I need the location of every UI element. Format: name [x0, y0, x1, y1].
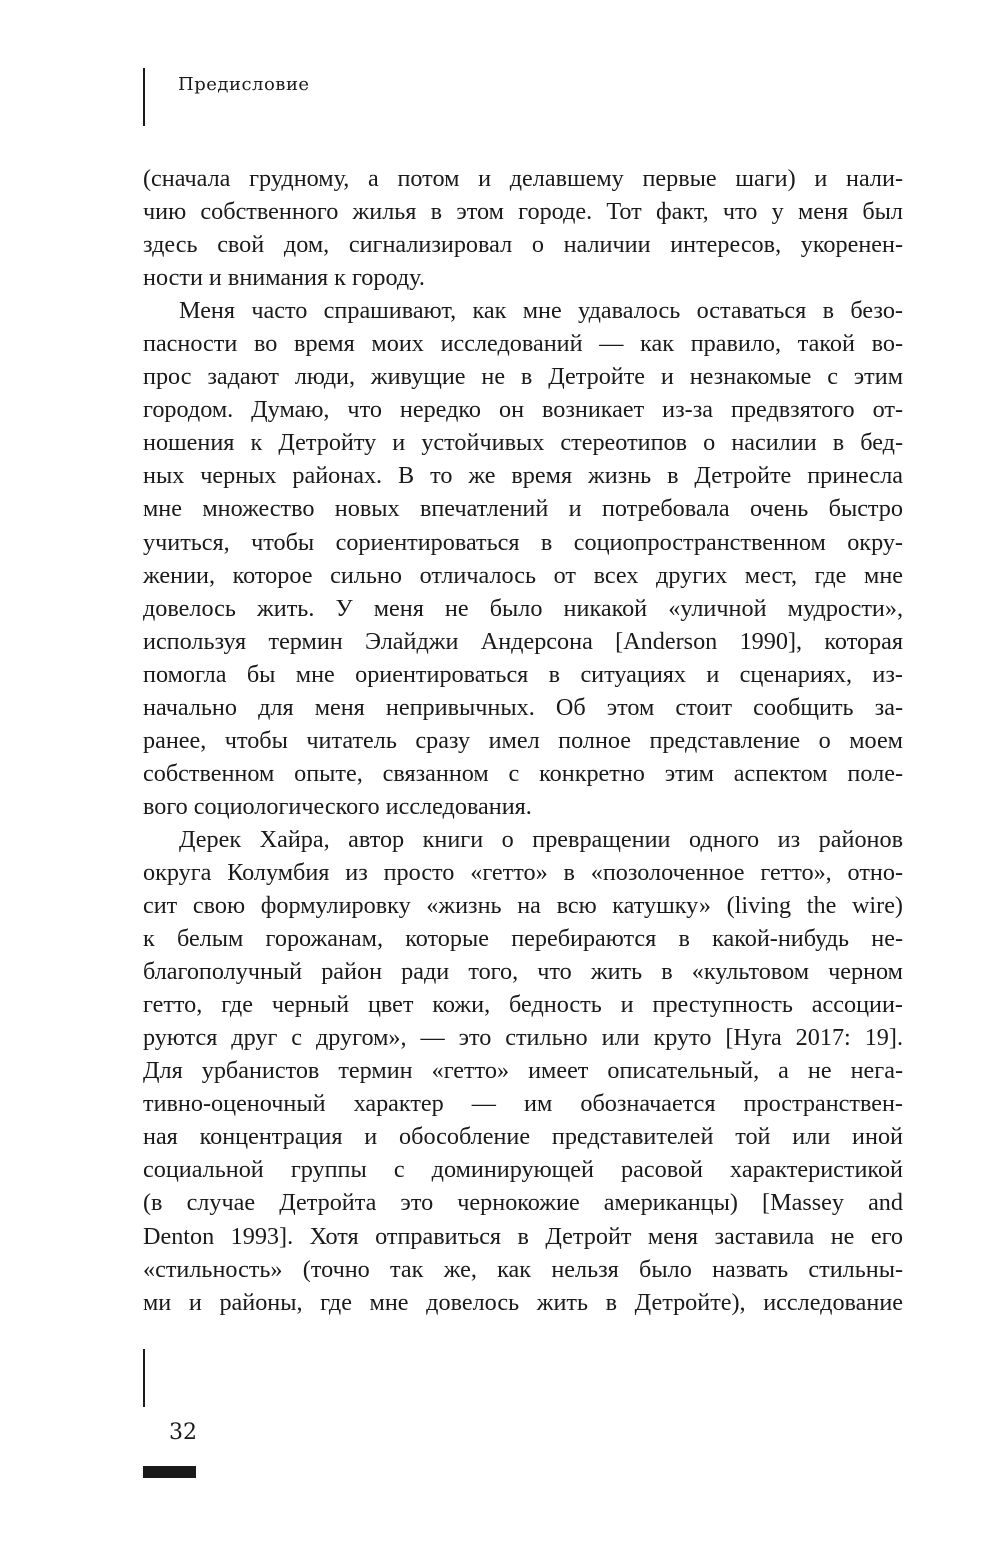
- text-line: к белым горожанам, которые перебираются в какой-нибудь не-: [143, 925, 903, 953]
- text-line: округа Колумбия из просто «гетто» в «позолоченное гетто», отно-: [143, 858, 903, 886]
- text-line: «стильность» (точно так же, как нельзя было назвать стильны-: [143, 1255, 903, 1283]
- text-line: довелось жить. У меня не было никакой «уличной мудрости»,: [143, 594, 903, 622]
- text-line: ранее, чтобы читатель сразу имел полное представление о моем: [143, 726, 903, 754]
- text-line: Меня часто спрашивают, как мне удавалось оставаться в безо-: [179, 297, 903, 325]
- text-line: (сначала грудному, а потом и делавшему первые шаги) и нали-: [143, 165, 903, 192]
- text-line: Для урбанистов термин «гетто» имеет описательный, а не нега-: [143, 1057, 903, 1085]
- text-line: Denton 1993]. Хотя отправиться в Детройт меня заставила не его: [143, 1222, 903, 1250]
- text-line: городом. Думаю, что нередко он возникает из-за предвзятого от-: [143, 396, 903, 424]
- text-line: (в случае Детройта это чернокожие американцы) [Massey and: [143, 1189, 903, 1217]
- text-line: прос задают люди, живущие не в Детройте и незнакомые с этим: [143, 363, 903, 391]
- header-rule: [143, 68, 145, 126]
- text-line: ных черных районах. В то же время жизнь в Детройте принесла: [143, 462, 903, 490]
- text-line: мне множество новых впечатлений и потребовала очень быстро: [143, 495, 903, 523]
- text-line: помогла бы мне ориентироваться в ситуациях и сценариях, из-: [143, 660, 903, 688]
- text-line: ная концентрация и обособление представителей той или иной: [143, 1123, 903, 1151]
- footer-bar: [143, 1466, 196, 1478]
- text-line: учиться, чтобы сориентироваться в социопространственном окру-: [143, 528, 903, 556]
- text-line: жении, которое сильно отличалось от всех других мест, где мне: [143, 561, 903, 589]
- text-line: пасности во время моих исследований — как правило, такой во-: [143, 330, 903, 358]
- body-text: [143, 162, 903, 1319]
- footer-rule: [143, 1349, 145, 1407]
- text-line: начально для меня непривычных. Об этом стоит сообщить за-: [143, 693, 903, 721]
- text-line: ности и внимания к городу.: [143, 264, 425, 292]
- text-line: сит свою формулировку «жизнь на всю катушку» (living the wire): [143, 892, 903, 920]
- text-line: социальной группы с доминирующей расовой характеристикой: [143, 1156, 903, 1184]
- running-head: Предисловие: [178, 74, 310, 95]
- text-line: чию собственного жилья в этом городе. Тот факт, что у меня был: [143, 198, 903, 226]
- page-number: 32: [169, 1420, 197, 1445]
- text-line: вого социологического исследования.: [143, 792, 532, 820]
- text-line: благополучный район ради того, что жить в «культовом черном: [143, 958, 903, 986]
- text-line: используя термин Элайджи Андерсона [Anderson 1990], которая: [143, 627, 903, 655]
- text-line: собственном опыте, связанном с конкретно этим аспектом поле-: [143, 759, 903, 787]
- text-line: ношения к Детройту и устойчивых стереотипов о насилии в бед-: [143, 429, 903, 457]
- text-line: тивно-оценочный характер — им обозначается пространствен-: [143, 1090, 903, 1118]
- text-line: ми и районы, где мне довелось жить в Детройте), исследование: [143, 1288, 903, 1316]
- text-line: гетто, где черный цвет кожи, бедность и преступность ассоции-: [143, 991, 903, 1019]
- text-line: здесь свой дом, сигнализировал о наличии интересов, укоренен-: [143, 231, 903, 259]
- text-line: Дерек Хайра, автор книги о превращении одного из районов: [179, 825, 903, 853]
- text-line: руются друг с другом», — это стильно или круто [Hyra 2017: 19].: [143, 1024, 903, 1052]
